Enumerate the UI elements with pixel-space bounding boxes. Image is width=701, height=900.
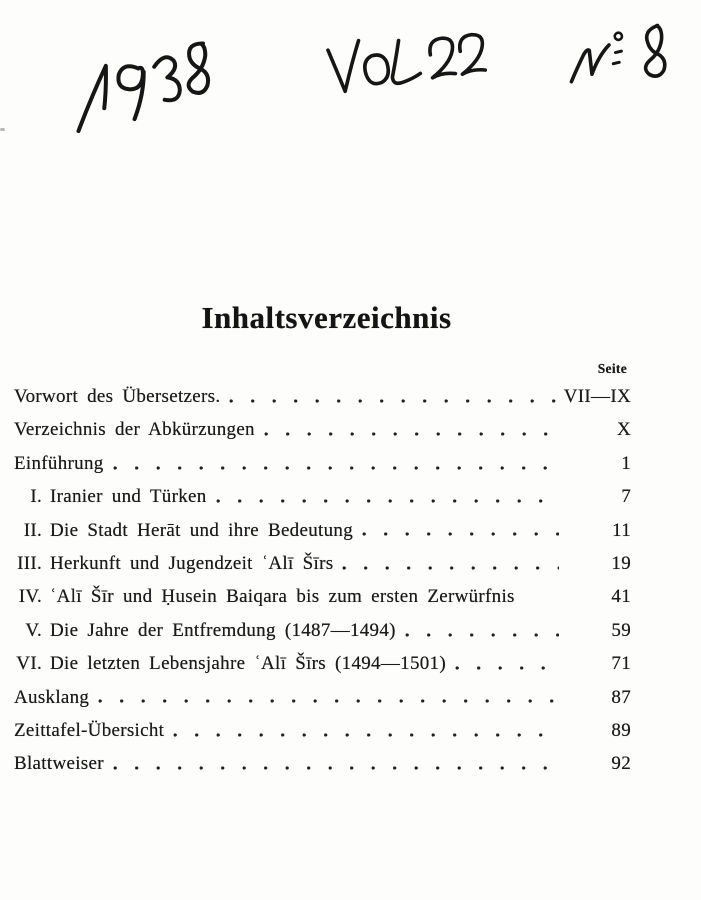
toc-entry-page: 89	[611, 719, 631, 741]
toc-entry-label: Die Stadt Herāt und ihre Bedeutung	[50, 519, 353, 541]
ink-stroke	[429, 38, 455, 78]
ink-stroke	[184, 43, 209, 94]
toc-entry-label: Verzeichnis der Abkürzungen	[14, 419, 255, 441]
toc-entry	[14, 480, 639, 513]
ink-stroke	[391, 39, 421, 83]
page-column-header: Seite	[597, 361, 627, 376]
toc-entry-number: IV.	[18, 586, 42, 608]
toc-entry-page: X	[616, 419, 631, 441]
scan-speck	[0, 128, 5, 131]
ink-stroke	[613, 62, 619, 63]
dot-leader	[455, 666, 559, 670]
dot-leader	[524, 599, 559, 603]
toc-rows	[14, 380, 639, 781]
toc-entry	[14, 714, 639, 747]
ink-stroke	[643, 25, 666, 77]
dot-leader	[342, 566, 559, 570]
handwritten-year-annotation	[64, 34, 222, 134]
toc-entry-label: Herkunft und Jugendzeit ʿAlī Šīrs	[50, 552, 334, 574]
ink-stroke	[615, 51, 621, 52]
toc-entry-label: Die Jahre der Entfremdung (1487—1494)	[50, 619, 396, 641]
toc-entry-page: 41	[611, 586, 631, 608]
toc-entry	[14, 514, 639, 547]
toc-entry-label: Iranier und Türken	[50, 486, 207, 508]
toc-entry-page: VII—IX	[563, 386, 631, 407]
toc-entry-label: Einführung	[14, 452, 104, 474]
ink-stroke	[72, 66, 112, 131]
toc-entry-label: Ausklang	[14, 686, 90, 708]
toc-entry-label: Zeittafel-Übersicht	[14, 719, 165, 741]
toc-entry-page: 71	[611, 653, 631, 675]
toc-entry-number: VI.	[16, 653, 42, 675]
ink-stroke	[328, 41, 362, 93]
ink-stroke	[569, 45, 611, 82]
ink-stroke	[117, 65, 144, 91]
toc-entry	[14, 380, 639, 413]
table-of-contents	[14, 358, 639, 781]
toc-entry-page: 92	[611, 753, 631, 775]
ink-stroke	[153, 56, 180, 101]
toc-entry-number: II.	[23, 519, 42, 541]
page-title: Inhaltsverzeichnis	[201, 300, 452, 335]
toc-entry-label: Vorwort des Übersetzers.	[14, 386, 221, 407]
toc-entry-page: 87	[611, 686, 631, 708]
dot-leader	[173, 733, 559, 737]
dot-leader	[229, 399, 557, 403]
dot-leader	[113, 466, 559, 470]
dot-leader	[98, 699, 559, 703]
toc-entry	[14, 580, 639, 613]
toc-entry-page: 59	[611, 619, 631, 641]
ink-stroke	[459, 34, 485, 74]
toc-entry	[14, 614, 639, 647]
toc-entry-page: 11	[612, 519, 631, 541]
dot-leader	[264, 432, 559, 436]
toc-entry	[14, 747, 639, 780]
toc-entry	[14, 681, 639, 714]
toc-entry	[14, 413, 639, 446]
dot-leader	[216, 499, 559, 503]
toc-entry	[14, 647, 639, 680]
toc-entry-number: V.	[25, 619, 42, 641]
toc-entry-number: III.	[17, 552, 42, 574]
dot-leader	[405, 633, 559, 637]
toc-entry	[14, 447, 639, 480]
dot-leader	[113, 766, 559, 770]
handwritten-issue-number-annotation	[564, 18, 684, 101]
toc-entry	[14, 547, 639, 580]
toc-entry-page: 1	[621, 452, 631, 474]
toc-entry-page: 7	[621, 486, 631, 508]
ink-stroke	[130, 72, 149, 119]
toc-entry-label: Die letzten Lebensjahre ʿAlī Šīrs (1494—1501)	[50, 653, 446, 675]
toc-entry-label: Blattweiser	[14, 753, 104, 775]
handwritten-volume-annotation	[322, 26, 496, 110]
toc-entry-label: ʿAlī Šīr und Ḥusein Baiqara bis zum ersten Zerwürfnis	[50, 586, 515, 608]
ink-stroke	[615, 32, 623, 40]
ink-stroke	[364, 54, 389, 84]
toc-entry-page: 19	[611, 552, 631, 574]
toc-entry-number: I.	[30, 486, 42, 508]
dot-leader	[362, 532, 559, 536]
